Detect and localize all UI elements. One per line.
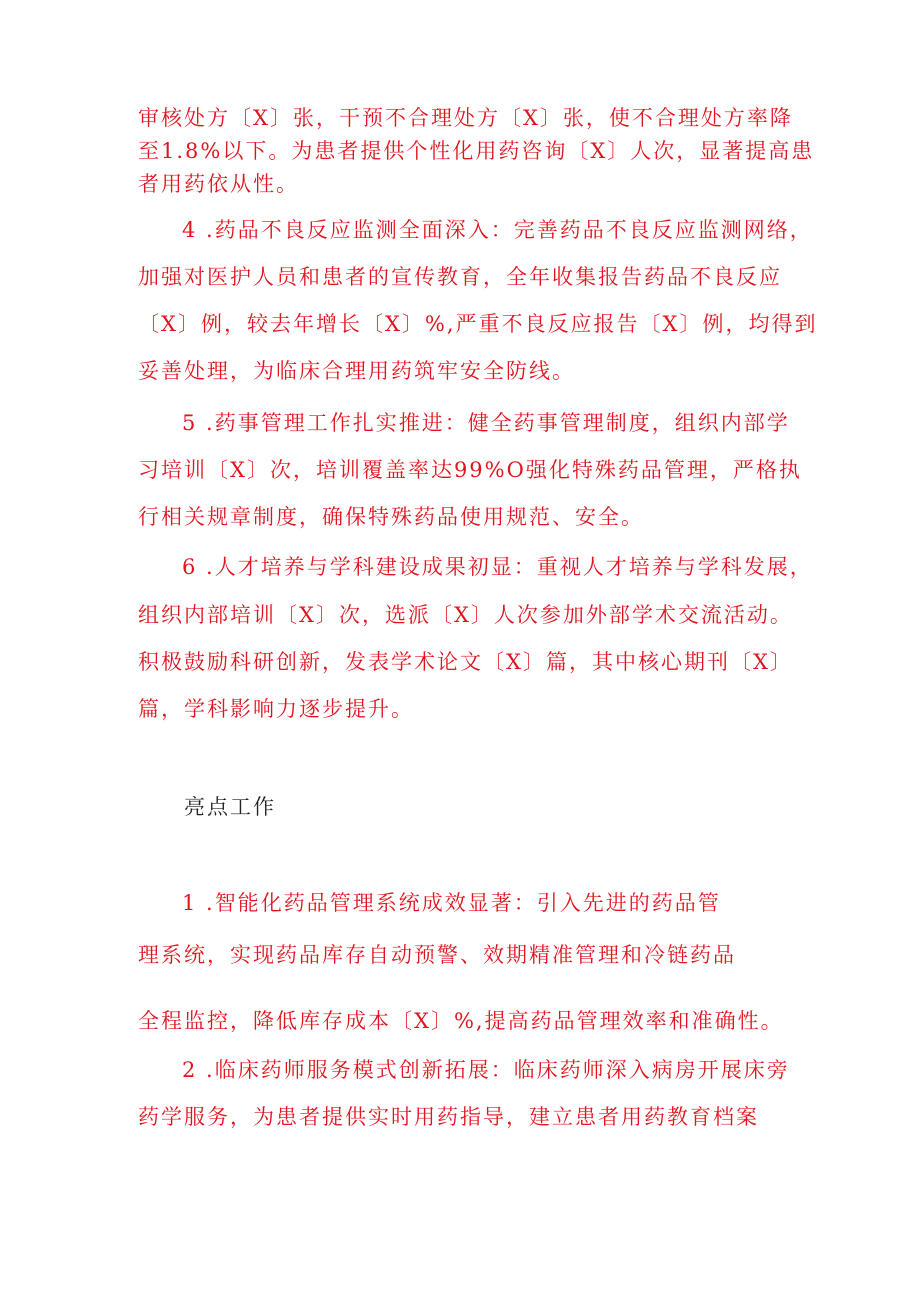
list-item-6-line: 篇，学科影响力逐步提升。 (138, 697, 414, 721)
highlight-1-line: 理系统，实现药品库存自动预警、效期精准管理和冷链药品 (138, 943, 736, 967)
highlight-2-line: 2 .临床药师服务模式创新拓展：临床药师深入病房开展床旁 (182, 1058, 790, 1082)
list-item-4-line: 〔X〕例，较去年增长〔X〕%,严重不良反应报告〔X〕例，均得到 (138, 312, 818, 336)
paragraph-line: 至1.8%以下。为患者提供个性化用药咨询〔X〕人次，显著提高患 (138, 139, 815, 163)
list-item-4-line: 4 .药品不良反应监测全面深入：完善药品不良反应监测网络， (182, 218, 813, 242)
list-item-6-line: 6 .人才培养与学科建设成果初显：重视人才培养与学科发展， (182, 555, 813, 579)
list-item-6-line: 组织内部培训〔X〕次，选派〔X〕人次参加外部学术交流活动。 (138, 603, 793, 627)
list-item-5-line: 行相关规章制度，确保特殊药品使用规范、安全。 (138, 505, 644, 529)
paragraph-line: 审核处方〔X〕张，干预不合理处方〔X〕张，使不合理处方率降 (138, 106, 793, 130)
highlight-2-line: 药学服务，为患者提供实时用药指导，建立患者用药教育档案 (138, 1105, 759, 1129)
paragraph-line: 者用药依从性。 (138, 172, 299, 196)
list-item-4-line: 加强对医护人员和患者的宣传教育，全年收集报告药品不良反应 (138, 265, 782, 289)
highlight-1-line: 全程监控，降低库存成本〔X〕%,提高药品管理效率和准确性。 (138, 1009, 784, 1033)
list-item-5-line: 5 .药事管理工作扎实推进：健全药事管理制度，组织内部学 (182, 411, 790, 435)
section-heading: 亮点工作 (184, 795, 276, 819)
list-item-5-line: 习培训〔X〕次，培训覆盖率达99%O强化特殊药品管理，严格执 (138, 458, 802, 482)
highlight-1-line: 1 .智能化药品管理系统成效显著：引入先进的药品管 (182, 891, 721, 915)
list-item-4-line: 妥善处理，为临床合理用药筑牢安全防线。 (138, 359, 575, 383)
list-item-6-line: 积极鼓励科研创新，发表学术论文〔X〕篇，其中核心期刊〔X〕 (138, 650, 793, 674)
